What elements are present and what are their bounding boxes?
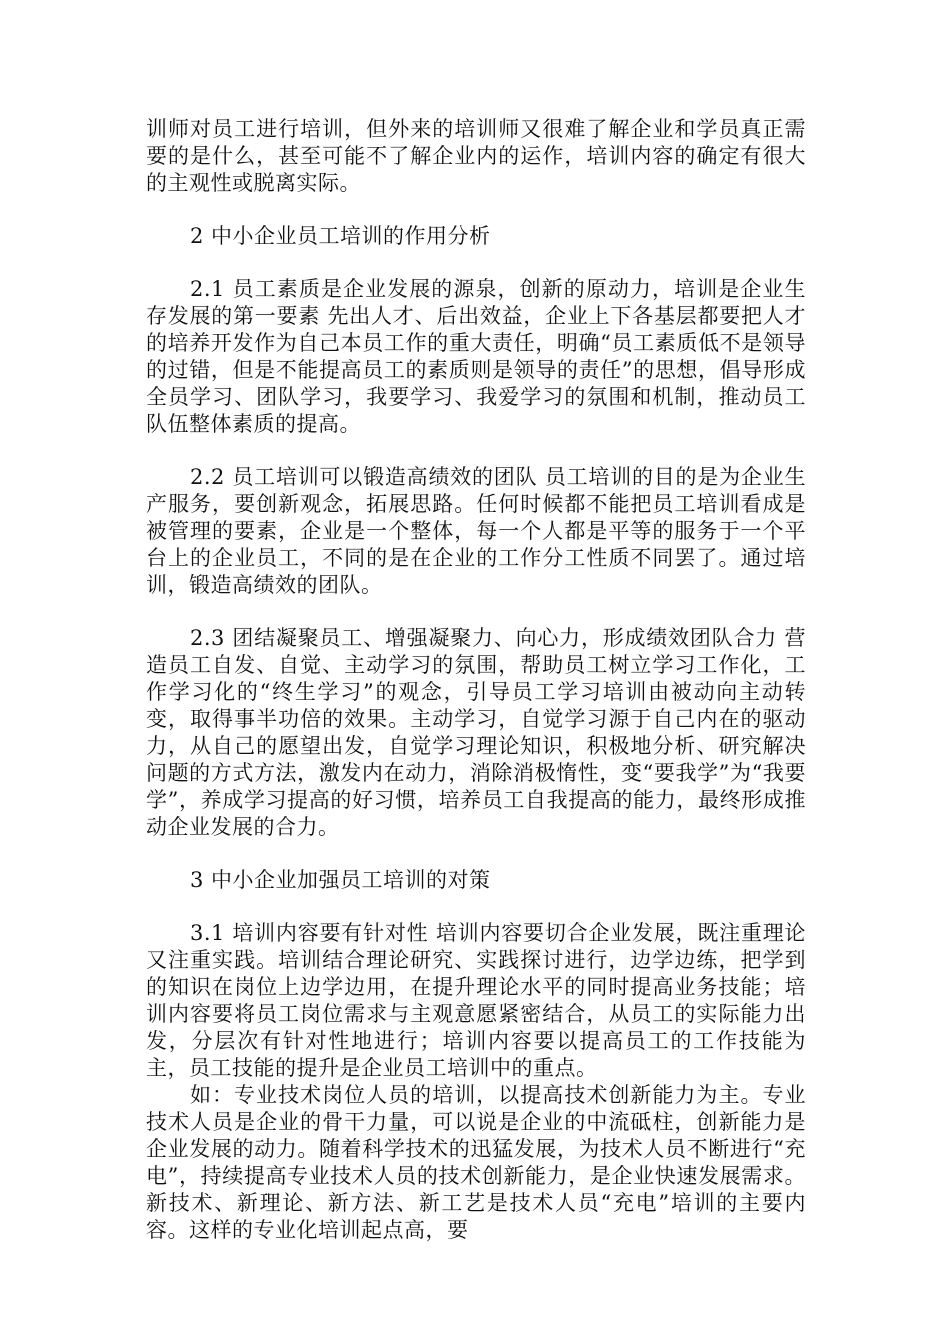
paragraph-2-1: 2.1 员工素质是企业发展的源泉，创新的原动力，培训是企业生存发展的第一要素 先出人才、后出效益，企业上下各基层都要把人才的培养开发作为自己本员工作的重大责任，明确“员工素质低不是领导的过错，但是不能提高员工的素质则是领导的责任”的思想，倡导形成全员学习、团队学习，我要学习、我爱学习的氛围和机制，推动员工队伍整体素质的提高。 bbox=[146, 277, 806, 436]
paragraph-2-3: 2.3 团结凝聚员工、增强凝聚力、向心力，形成绩效团队合力 营造员工自发、自觉、主动学习的氛围，帮助员工树立学习工作化，工作学习化的“终生学习”的观念，引导员工学习培训由被动向主动转变，取得事半功倍的效果。主动学习，自觉学习源于自己内在的驱动力，从自己的愿望出发，自觉学习理论知识，积极地分析、研究解决问题的方式方法，激发内在动力，消除消极惰性，变“要我学”为“我要学”，养成学习提高的好习惯，培养员工自我提高的能力，最终形成推动企业发展的合力。 bbox=[146, 626, 806, 839]
paragraph-2-2: 2.2 员工培训可以锻造高绩效的团队 员工培训的目的是为企业生产服务，要创新观念，拓展思路。任何时候都不能把员工培训看成是被管理的要素，企业是一个整体，每一个人都是平等的服务于一个平台上的企业员工，不同的是在企业的工作分工性质不同罢了。通过培训，锻造高绩效的团队。 bbox=[146, 465, 806, 597]
paragraph-example: 如：专业技术岗位人员的培训，以提高技术创新能力为主。专业技术人员是企业的骨干力量，可以说是企业的中流砥柱，创新能力是企业发展的动力。随着科学技术的迅猛发展，为技术人员不断进行“充电”，持续提高专业技术人员的技术创新能力，是企业快速发展需求。新技术、新理论、新方法、新工艺是技术人员“充电”培训的主要内容。这样的专业化培训起点高，要 bbox=[146, 1083, 806, 1242]
paragraph-3-1: 3.1 培训内容要有针对性 培训内容要切合企业发展，既注重理论又注重实践。培训结合理论研究、实践探讨进行，边学边练，把学到的知识在岗位上边学边用，在提升理论水平的同时提高业务技能；培训内容要将员工岗位需求与主观意愿紧密结合，从员工的实际能力出发，分层次有针对性地进行；培训内容要以提高员工的工作技能为主，员工技能的提升是企业员工培训中的重点。 bbox=[146, 921, 806, 1080]
document-page bbox=[146, 116, 806, 1244]
section-heading-2: 2 中小企业员工培训的作用分析 bbox=[190, 224, 491, 248]
paragraph-intro: 训师对员工进行培训，但外来的培训师又很难了解企业和学员真正需要的是什么，甚至可能不了解企业内的运作，培训内容的确定有很大的主观性或脱离实际。 bbox=[146, 117, 806, 195]
section-heading-3: 3 中小企业加强员工培训的对策 bbox=[190, 868, 491, 892]
